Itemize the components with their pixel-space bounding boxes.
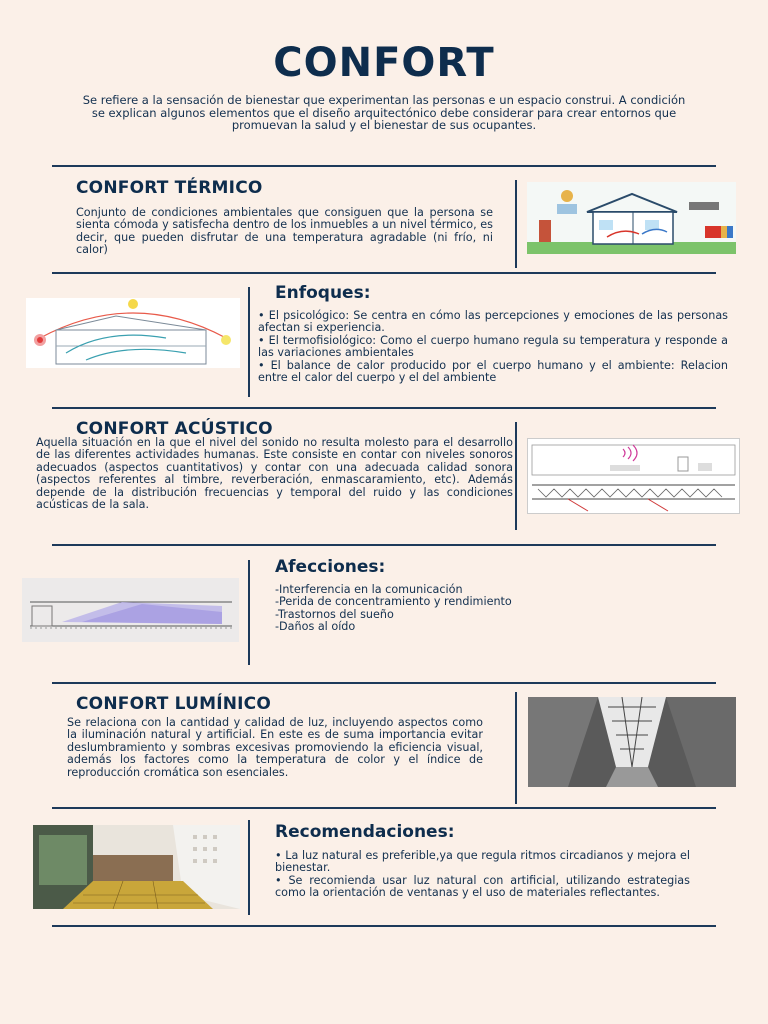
divider: [52, 165, 716, 167]
thermal-section-diagram: [26, 298, 240, 368]
luminico-body: Se relaciona con la cantidad y calidad de luz, incluyendo aspectos como la iluminación natural y artificial. En este es de suma importancia evitar deslumbramiento y sombras excesivas promoviendo la eficiencia visual, además los factores como la temperatura de color y el índice de reproducción cromática son esenciales.: [67, 716, 483, 779]
divider: [52, 272, 716, 274]
afecciones-list: [275, 584, 715, 634]
intro-paragraph: Se refiere a la sensación de bienestar que experimentan las personas e un espacio construi. A condición se explican algunos elementos que el diseño arquitectónico debe considerar para crear entornos que promuevan la salud y el bienestar de sus ocupantes.: [82, 93, 686, 132]
vertical-divider: [248, 820, 250, 915]
section-heading-termico: CONFORT TÉRMICO: [76, 178, 263, 198]
divider: [52, 925, 716, 927]
list-item: -Trastornos del sueño: [275, 607, 394, 621]
list-item: • Se recomienda usar luz natural con artificial, utilizando estrategias como la orientación de ventanas y el uso de materiales reflectantes.: [275, 873, 690, 900]
page-title: CONFORT: [273, 40, 495, 86]
subheading-enfoques: Enfoques:: [275, 283, 371, 303]
list-item: -Interferencia en la comunicación: [275, 583, 463, 596]
list-item: • El balance de calor producido por el cuerpo humano y el ambiente: Relacion entre el calor del cuerpo y el del ambiente: [258, 358, 728, 385]
list-item: -Perida de concentramiento y rendimiento: [275, 595, 512, 609]
list-item: -Daños al oído: [275, 620, 356, 634]
list-item: • El psicológico: Se centra en cómo las percepciones y emociones de las personas afectan si experiencia.: [258, 309, 728, 335]
vertical-divider: [515, 422, 517, 530]
acoustic-diagram: [527, 438, 740, 514]
vertical-divider: [515, 180, 517, 268]
section-heading-luminico: CONFORT LUMÍNICO: [76, 694, 272, 714]
interior-photo: [33, 825, 240, 909]
vertical-divider: [248, 287, 250, 397]
divider: [52, 682, 716, 684]
enfoques-list: [258, 310, 728, 384]
list-item: • La luz natural es preferible,ya que regula ritmos circadianos y mejora el bienestar.: [275, 849, 690, 875]
vertical-divider: [248, 560, 250, 665]
recomendaciones-list: [275, 850, 690, 900]
skylight-image: [528, 697, 736, 787]
acustico-body: Aquella situación en la que el nivel del sonido no resulta molesto para el desarrollo de las diferentes actividades humanas. Este consiste en contar con niveles sonoros adecuados (aspectos cuantitativos) y contar con una adecuada calidad sonora (aspectos referentes al timbre, reverberación, enmascaramiento, etc). Además depende de la distribución frecuencias y temporal del ruido y las condiciones acústicas de la sala.: [36, 436, 513, 512]
section-heading-acustico: CONFORT ACÚSTICO: [76, 419, 273, 439]
auditorium-section-image: [22, 578, 239, 642]
divider: [52, 544, 716, 546]
thermal-house-diagram: [527, 182, 736, 254]
divider: [52, 807, 716, 809]
divider: [52, 407, 716, 409]
subheading-afecciones: Afecciones:: [275, 557, 386, 577]
list-item: • El termofisiológico: Como el cuerpo humano regula su temperatura y responde a las variaciones ambientales: [258, 333, 728, 360]
subheading-recomendaciones: Recomendaciones:: [275, 822, 455, 842]
termico-body: Conjunto de condiciones ambientales que consiguen que la persona se sienta cómoda y satisfecha dentro de los inmuebles a un nivel térmico, es decir, que pueden disfrutar de una temperatura agradable (ni frío, ni calor): [76, 206, 493, 257]
vertical-divider: [515, 692, 517, 804]
